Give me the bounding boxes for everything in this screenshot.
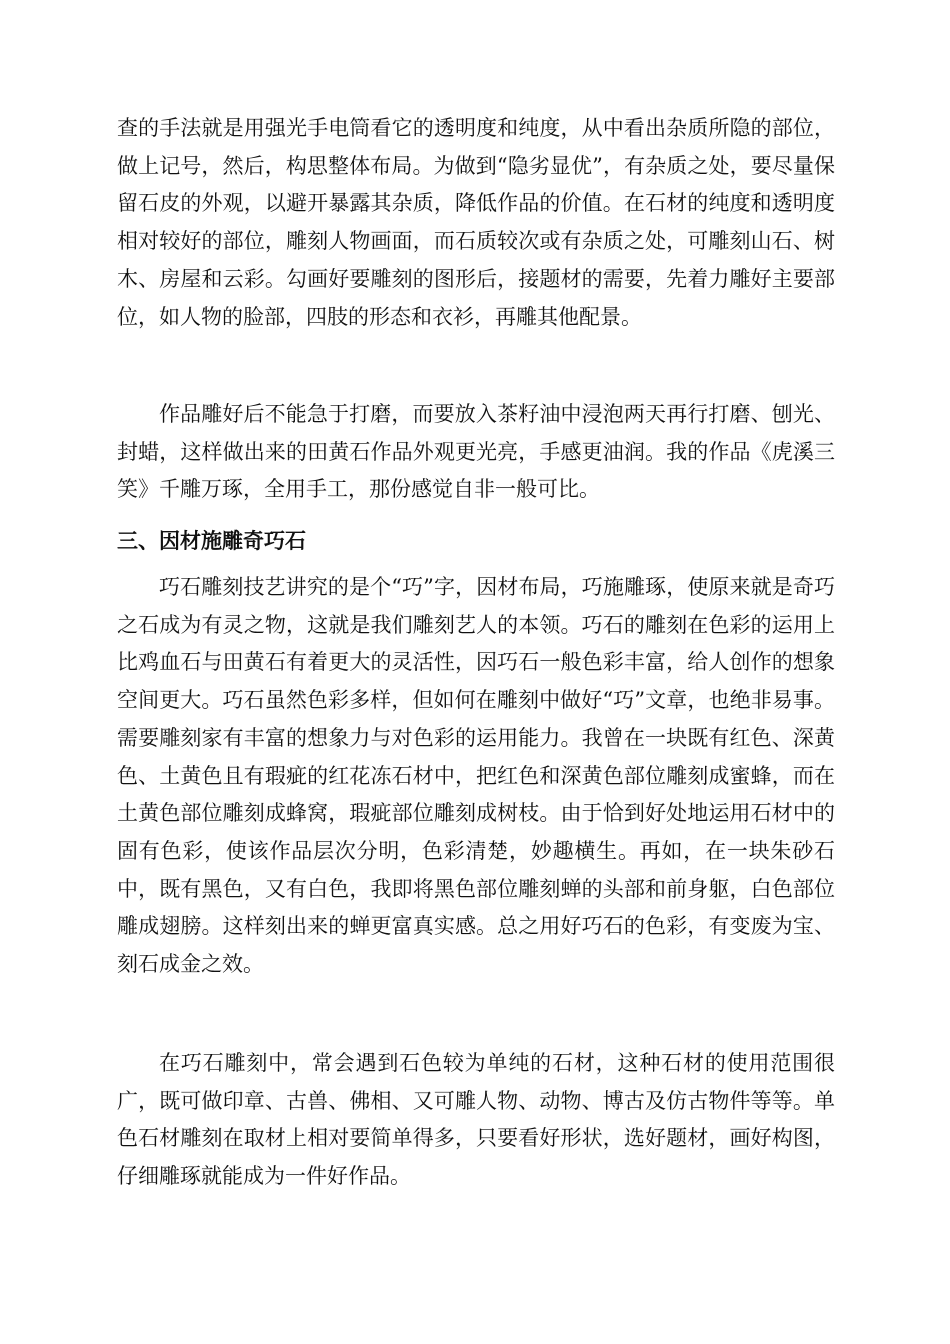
paragraph-single-color-stone: 在巧石雕刻中，常会遇到石色较为单纯的石材，这种石材的使用范围很广，既可做印章、古兽、佛相、又可雕人物、动物、博古及仿古物件等等。单色石材雕刻在取材上相对要简单得多，只要看好形状，选好题材，画好构图，仔细雕琢就能成为一件好作品。 [117,1051,835,1189]
paragraph-inspection-layout: 查的手法就是用强光手电筒看它的透明度和纯度，从中看出杂质所隐的部位，做上记号，然后，构思整体布局。为做到“隐劣显优”，有杂质之处，要尽量保留石皮的外观，以避开暴露其杂质，降低作品的价值。在石材的纯度和透明度相对较好的部位，雕刻人物画面，而石质较次或有杂质之处，可雕刻山石、树木、房屋和云彩。勾画好要雕刻的图形后，接题材的需要，先着力雕好主要部位，如人物的脸部，四肢的形态和衣衫，再雕其他配景。 [117,116,835,329]
paragraph-polishing: 作品雕好后不能急于打磨，而要放入茶籽油中浸泡两天再行打磨、刨光、封蜡，这样做出来的田黄石作品外观更光亮，手感更油润。我的作品《虎溪三笑》千雕万琢，全用手工，那份感觉自非一般可比。 [117,402,835,502]
section-heading-3: 三、因材施雕奇巧石 [117,529,306,553]
paragraph-qiao-stone-colors: 巧石雕刻技艺讲究的是个“巧”字，因材布局，巧施雕琢，使原来就是奇巧之石成为有灵之物，这就是我们雕刻艺人的本领。巧石的雕刻在色彩的运用上比鸡血石与田黄石有着更大的灵活性，因巧石一般色彩丰富，给人创作的想象空间更大。巧石虽然色彩多样，但如何在雕刻中做好“巧”文章，也绝非易事。需要雕刻家有丰富的想象力与对色彩的运用能力。我曾在一块既有红色、深黄色、土黄色且有瑕疵的红花冻石材中，把红色和深黄色部位雕刻成蜜蜂，而在土黄色部位雕刻成蜂窝，瑕疵部位雕刻成树枝。由于恰到好处地运用石材中的固有色彩，使该作品层次分明，色彩清楚，妙趣横生。再如，在一块朱砂石中，既有黑色，又有白色，我即将黑色部位雕刻蝉的头部和前身躯，白色部位雕成翅膀。这样刻出来的蝉更富真实感。总之用好巧石的色彩，有变废为宝、刻石成金之效。 [117,575,835,977]
